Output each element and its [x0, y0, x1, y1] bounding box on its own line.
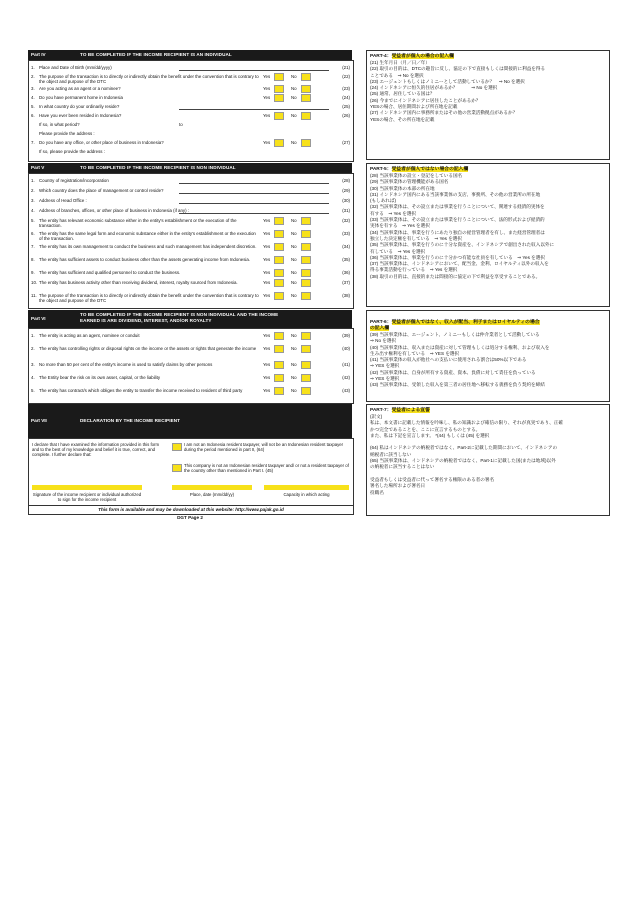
jp-part5-prefix: PART-5： — [370, 167, 392, 172]
no-label: No — [291, 231, 297, 236]
yes-label: Yes — [263, 257, 271, 262]
question-number: 4. — [31, 375, 35, 380]
yes-label: Yes — [263, 293, 271, 298]
reference-number: (34) — [342, 244, 350, 249]
question-text: The entity has sufficient assets to conduct business other than the assets generating income from Indonesia. — [39, 257, 251, 262]
no-checkbox[interactable] — [301, 269, 311, 277]
question-number: 9. — [31, 270, 35, 275]
yes-checkbox[interactable] — [274, 73, 284, 81]
option2-checkbox[interactable] — [172, 464, 182, 472]
no-checkbox[interactable] — [301, 292, 311, 300]
yes-label: Yes — [263, 140, 271, 145]
question-number: 1. — [31, 65, 35, 70]
part7-header — [28, 404, 352, 438]
question-text: The purpose of the transaction is to directly or indirectly obtain the benefit under the convention that is contrary to the object and purpose of the DTC — [39, 293, 259, 303]
question-text: If so, in what period? — [39, 122, 80, 127]
yes-checkbox[interactable] — [274, 256, 284, 264]
yes-checkbox[interactable] — [274, 374, 284, 382]
question-number: 11. — [31, 293, 37, 298]
question-text: In what country do your ordinarily reside? — [39, 104, 120, 109]
reference-number: (23) — [342, 86, 350, 91]
reference-number: (29) — [342, 188, 350, 193]
question-row — [29, 346, 353, 356]
yes-label: Yes — [263, 362, 271, 367]
question-row — [29, 178, 353, 188]
yes-checkbox[interactable] — [274, 217, 284, 225]
part5-body — [28, 173, 354, 309]
no-label: No — [291, 113, 297, 118]
part7-body — [28, 438, 354, 506]
no-checkbox[interactable] — [301, 230, 311, 238]
no-checkbox[interactable] — [301, 112, 311, 120]
no-checkbox[interactable] — [301, 85, 311, 93]
reference-number: (24) — [342, 95, 350, 100]
jp-part5-heading: 受益者が個人ではない場合の記入欄 — [391, 167, 469, 172]
reference-number: (43) — [342, 388, 350, 393]
no-label: No — [291, 95, 297, 100]
question-text: Address of branches, offices, or other place of business in Indonesia (if any) : — [39, 208, 190, 213]
part5-header — [28, 163, 352, 173]
part6-header — [28, 310, 352, 328]
reference-number: (25) — [342, 104, 350, 109]
question-text: The entity has business activity other than receiving dividend, interest, royalty sourced from Indonesia. — [39, 280, 238, 285]
question-text: If so, please provide the address : — [39, 149, 105, 154]
part5-title: TO BE COMPLETED IF THE INCOME RECIPIENT IS NON INDIVIDUAL — [80, 165, 236, 170]
answer-line[interactable] — [179, 109, 329, 110]
yes-label: Yes — [263, 231, 271, 236]
question-number: 7. — [31, 140, 35, 145]
part7-title: DECLARATION BY THE INCOME RECIPIENT — [80, 418, 181, 423]
question-number: 4. — [31, 95, 35, 100]
yes-label: Yes — [263, 218, 271, 223]
reference-number: (27) — [342, 140, 350, 145]
reference-number: (30) — [342, 198, 350, 203]
capacity-label: Capacity in which acting — [283, 492, 330, 497]
yes-checkbox[interactable] — [274, 139, 284, 147]
no-label: No — [291, 270, 297, 275]
question-number: 3. — [31, 198, 35, 203]
part6-number: Part VI — [31, 316, 46, 321]
reference-number: (28) — [342, 178, 350, 183]
yes-checkbox[interactable] — [274, 243, 284, 251]
no-label: No — [291, 244, 297, 249]
question-row — [29, 388, 353, 398]
no-label: No — [291, 362, 297, 367]
reference-number: (38) — [342, 293, 350, 298]
answer-line[interactable] — [179, 213, 329, 214]
question-text: Country of registration/incorporation — [39, 178, 109, 183]
no-label: No — [291, 280, 297, 285]
yes-checkbox[interactable] — [274, 85, 284, 93]
reference-number: (39) — [342, 333, 350, 338]
declaration-text: I declare that I have examined the information provided in this form and to the best of my knowledge and belief it is true, correct, and complete. I further declare that: — [32, 442, 160, 457]
jp-part6-box — [366, 310, 610, 402]
question-row — [29, 244, 353, 254]
question-number: 3. — [31, 86, 35, 91]
part4-header — [28, 50, 352, 60]
question-number: 2. — [31, 346, 35, 351]
reference-number: (31) — [342, 208, 350, 213]
question-number: 2. — [31, 74, 35, 79]
question-text: The entity has contract/s which obliges the entity to transfer the income received to resident of third party — [39, 388, 243, 393]
question-number: 5. — [31, 218, 35, 223]
footer-note: This form is available and may be downloaded at this website: http://www.pajak.go.id — [28, 505, 354, 515]
question-text: The entity has sufficient and qualified personnel to conduct the business. — [39, 270, 181, 275]
reference-number: (40) — [342, 346, 350, 351]
no-checkbox[interactable] — [301, 139, 311, 147]
question-number: 3. — [31, 362, 35, 367]
question-number: 10. — [31, 280, 38, 285]
answer-line[interactable] — [179, 203, 329, 204]
question-number: 5. — [31, 388, 35, 393]
jp-part4-text: (21) 生年月日（月／日／年） (22) 取引の目的は、DTCの趣旨に反し、協定の下で直接もしくは間接的に利益を得る ことである ⇒ No を選択 (23) エージェントもしくはノミニーとして活動しているか？ ⇒ No を選択 (24) インドネシアに恒久的住居があるか？ ⇒ No を選択 (25) 通常、居住している国は？ (26) 今までにインドネシアに居住したことがあるか？ YESの場合、居住期間および所在地を記載 (27) インドネシア国内に事務所またはその他の営業活動拠点があるか？ YESの場合、その所在地を記載 — [370, 60, 546, 122]
question-text: The entity has the same legal form and economic substance either in the entity's establishment or the execution of the transaction. — [39, 231, 256, 241]
question-number: 4. — [31, 208, 35, 213]
part4-title: TO BE COMPLETED IF THE INCOME RECIPIENT IS AN INDIVIDUAL — [80, 52, 232, 57]
jp-part6-text: (39) 当該事業体は、エージェント、ノミニーもしくは仲介業者として活動している ⇒ No を選択 (40) 当該事業体は、収入または資産に対して管理もしくは処分する権利、および収入を 生み出す権利を有している ⇒ YES を選択 (41) 当該事業体の収入が他社への支払いに使用される割合は50%以下である ⇒ YES を選択 (42) 当該事業体は、自身が所有する資産、資本、負債に対して責任を負っている ⇒ YES を選択 (43) 当該事業体は、受領した収入を第三者の居住地へ移転する義務を負う契約を締結 — [370, 332, 550, 388]
yes-checkbox[interactable] — [274, 292, 284, 300]
question-row — [29, 231, 353, 241]
yes-label: Yes — [263, 270, 271, 275]
question-row — [29, 198, 353, 208]
no-checkbox[interactable] — [301, 94, 311, 102]
no-label: No — [291, 74, 297, 79]
question-row — [29, 362, 353, 372]
question-number: 2. — [31, 188, 35, 193]
question-number: 8. — [31, 257, 35, 262]
no-checkbox[interactable] — [301, 217, 311, 225]
question-row — [29, 188, 353, 198]
question-text: Have you ever been resided in Indonesia? — [39, 113, 122, 118]
jp-part4-prefix: PART-4： — [370, 54, 392, 59]
part5-number: Part V — [31, 165, 45, 170]
question-text: Do you have any office, or other place of business in Indonesia? — [39, 140, 164, 145]
no-label: No — [291, 346, 297, 351]
part4-number: Part IV — [31, 52, 46, 57]
page-label: DGT Page 2 — [177, 515, 203, 520]
yes-label: Yes — [263, 113, 271, 118]
question-row — [29, 218, 353, 228]
yes-checkbox[interactable] — [274, 279, 284, 287]
question-text: Do you have permanent home in Indonesia — [39, 95, 123, 100]
no-checkbox[interactable] — [301, 387, 311, 395]
option1-checkbox[interactable] — [172, 443, 182, 451]
jp-part5-text: (28) 当該事業体の設立・登記をしている国名 (29) 当該事業体の管理機能がある国名 (30) 当該事業体の本部の所在地 (31) インドネシア国内にある当該事業体の支店、事務所、その他の営業所の所在地 (もしあれば) (32) 当該事業体は、その設立または事業を行うことについて、関連する経済的実体を 有する ⇒ Yes を選択 (33) 当該事業体は、その設立または事業を行うことについて、法的形式および経済的 実体を有する ⇒ Yes を選択 (34) 当該事業体は、事業を行うにあたり独自の経営管理者を有し、また経営管理者は 独立した決定権を有している ⇒ Yes を選択 (35) 当該事業体は、事業を行うのに十分な資産を、インドネシアで創出された収入以外に 有している ⇒ Yes を選択 (36) 当該事業体は、事業を行うのに十分かつ有能な社員を有している ⇒ Yes を選択 (37) 当該事業体は、インドネシアにおいて、配当金、金利、ロイヤルティ以外の収入を 得る事業活動を行っている ⇒ Yes を選択 (38) 取引の目的は、直接的または間接的に協定の下で利益を享受することである。 — [370, 173, 555, 279]
signature-field[interactable] — [32, 485, 142, 490]
question-text: No more than 50 per cent of the entity's income is used to satisfy claims by other persons — [39, 362, 213, 367]
jp-part6-heading: 受益者が個人ではなく、収入が配当、利子またはロイヤルティの場合 の記入欄 — [370, 320, 540, 331]
no-label: No — [291, 293, 297, 298]
yes-checkbox[interactable] — [274, 332, 284, 340]
no-label: No — [291, 375, 297, 380]
yes-checkbox[interactable] — [274, 94, 284, 102]
place-date-field[interactable] — [172, 485, 252, 490]
reference-number: (21) — [342, 65, 350, 70]
option1-text: I am not an Indonesia resident taxpayer, will not be an Indonesian resident taxpayer during the period mentioned in part II, (64) — [184, 442, 344, 452]
answer-line[interactable] — [179, 70, 329, 71]
no-label: No — [291, 333, 297, 338]
question-text: The purpose of the transaction is to directly or indirectly obtain the benefit under the convention that is contrary to the object and purpose of the DTC — [39, 74, 259, 84]
answer-line[interactable] — [179, 183, 329, 184]
part4-body — [28, 60, 354, 162]
no-label: No — [291, 388, 297, 393]
question-row — [29, 375, 353, 385]
reference-number: (42) — [342, 375, 350, 380]
jp-part7-box — [366, 404, 610, 516]
yes-label: Yes — [263, 375, 271, 380]
question-row — [29, 293, 353, 303]
no-checkbox[interactable] — [301, 73, 311, 81]
jp-part6-prefix: PART-6： — [370, 320, 392, 325]
no-checkbox[interactable] — [301, 256, 311, 264]
yes-checkbox[interactable] — [274, 230, 284, 238]
question-text: The entity is acting as an agent, nominee or conduit — [39, 333, 140, 338]
reference-number: (36) — [342, 270, 350, 275]
period-to-label: to — [179, 122, 183, 127]
jp-part4-box — [366, 50, 610, 160]
part6-title: TO BE COMPLETED IF THE INCOME RECIPIENT IS NON INDIVIDUAL AND THE INCOME EARNED IS ARE DIVIDEND, INTEREST, AND/OR ROYALTY — [80, 312, 279, 323]
yes-label: Yes — [263, 388, 271, 393]
reference-number: (32) — [342, 218, 350, 223]
no-checkbox[interactable] — [301, 374, 311, 382]
jp-part7-heading: 受益者による宣誓 — [391, 408, 430, 413]
question-number: 7. — [31, 244, 35, 249]
option2-text: This company is not an Indonesian resident taxpayer and/ or not a resident taxpayer of the country other than mentioned in Part I. (45) — [184, 463, 349, 473]
yes-checkbox[interactable] — [274, 361, 284, 369]
question-text: The entity has its own management to conduct the business and such management has independent discretion. — [39, 244, 257, 249]
yes-label: Yes — [263, 86, 271, 91]
no-checkbox[interactable] — [301, 332, 311, 340]
no-label: No — [291, 86, 297, 91]
yes-label: Yes — [263, 280, 271, 285]
question-number: 1. — [31, 333, 35, 338]
question-text: Place and Date of Birth (mm/dd/yyyy) — [39, 65, 112, 70]
yes-checkbox[interactable] — [274, 345, 284, 353]
question-number: 5. — [31, 104, 35, 109]
question-text: Are you acting as an agent or a nominee? — [39, 86, 121, 91]
signature-label: Signature of the income recipient or individual authorized to sign for the income recipient — [32, 492, 142, 502]
no-label: No — [291, 218, 297, 223]
question-text: Please provide the address : — [39, 131, 95, 136]
place-date-label: Place, date (mm/dd/yy) — [189, 492, 235, 497]
question-row — [29, 280, 353, 290]
yes-label: Yes — [263, 244, 271, 249]
no-label: No — [291, 140, 297, 145]
no-checkbox[interactable] — [301, 243, 311, 251]
answer-line[interactable] — [179, 193, 329, 194]
no-checkbox[interactable] — [301, 279, 311, 287]
question-text: Address of Head Office : — [39, 198, 87, 203]
jp-part7-prefix: PART-7： — [370, 408, 392, 413]
question-row — [29, 149, 353, 159]
no-checkbox[interactable] — [301, 361, 311, 369]
question-number: 6. — [31, 113, 35, 118]
no-label: No — [291, 257, 297, 262]
jp-part7-text: (訳文) 私は、本文書に記載した情報を吟味し、私の知識および確信の限り、それが真実であり、正確 かつ完全であることを、ここに宣言するものとする。 また、私は下記を宣言します。 *(44) もしくは (45) を選択 (64) 私はインドネシアの納税者ではなく、Part-2に記載した期間において、インドネシアの 納税者に該当しない (65) 当該事業体は、インドネシアの納税者ではなく、Part-1に記載した国(または地域)以外 の納税者に該当することはない 受益者もしくは受益者に代って署名する権限のある者の署名 署名した場所および署名日 役職名 — [370, 414, 563, 495]
reference-number: (35) — [342, 257, 350, 262]
question-row — [29, 333, 353, 343]
question-text: The entity has controlling rights or disposal rights on the income or the assets or rights that generate the income — [39, 346, 257, 351]
question-text: The Entity bear the risk on its own asset, capital, or the liability — [39, 375, 161, 380]
reference-number: (37) — [342, 280, 350, 285]
yes-label: Yes — [263, 346, 271, 351]
question-number: 1. — [31, 178, 35, 183]
yes-checkbox[interactable] — [274, 387, 284, 395]
part6-body — [28, 328, 354, 404]
yes-checkbox[interactable] — [274, 112, 284, 120]
jp-part4-heading: 受益者が個人の場合の記入欄 — [391, 54, 454, 59]
question-text: The entity has relevant economic substance either in the entity's establishment or the execution of the transaction. — [39, 218, 237, 228]
yes-label: Yes — [263, 74, 271, 79]
part7-number: Part VII — [31, 418, 47, 423]
question-text: Which country does the place of management or control reside? — [39, 188, 164, 193]
jp-part5-box — [366, 163, 610, 307]
question-number: 6. — [31, 231, 35, 236]
reference-number: (22) — [342, 74, 350, 79]
yes-label: Yes — [263, 333, 271, 338]
capacity-field[interactable] — [264, 485, 349, 490]
reference-number: (33) — [342, 231, 350, 236]
yes-label: Yes — [263, 95, 271, 100]
reference-number: (41) — [342, 362, 350, 367]
jp-part6-title — [370, 314, 606, 332]
reference-number: (26) — [342, 113, 350, 118]
no-checkbox[interactable] — [301, 345, 311, 353]
question-row — [29, 257, 353, 267]
question-row — [29, 74, 353, 84]
yes-checkbox[interactable] — [274, 269, 284, 277]
